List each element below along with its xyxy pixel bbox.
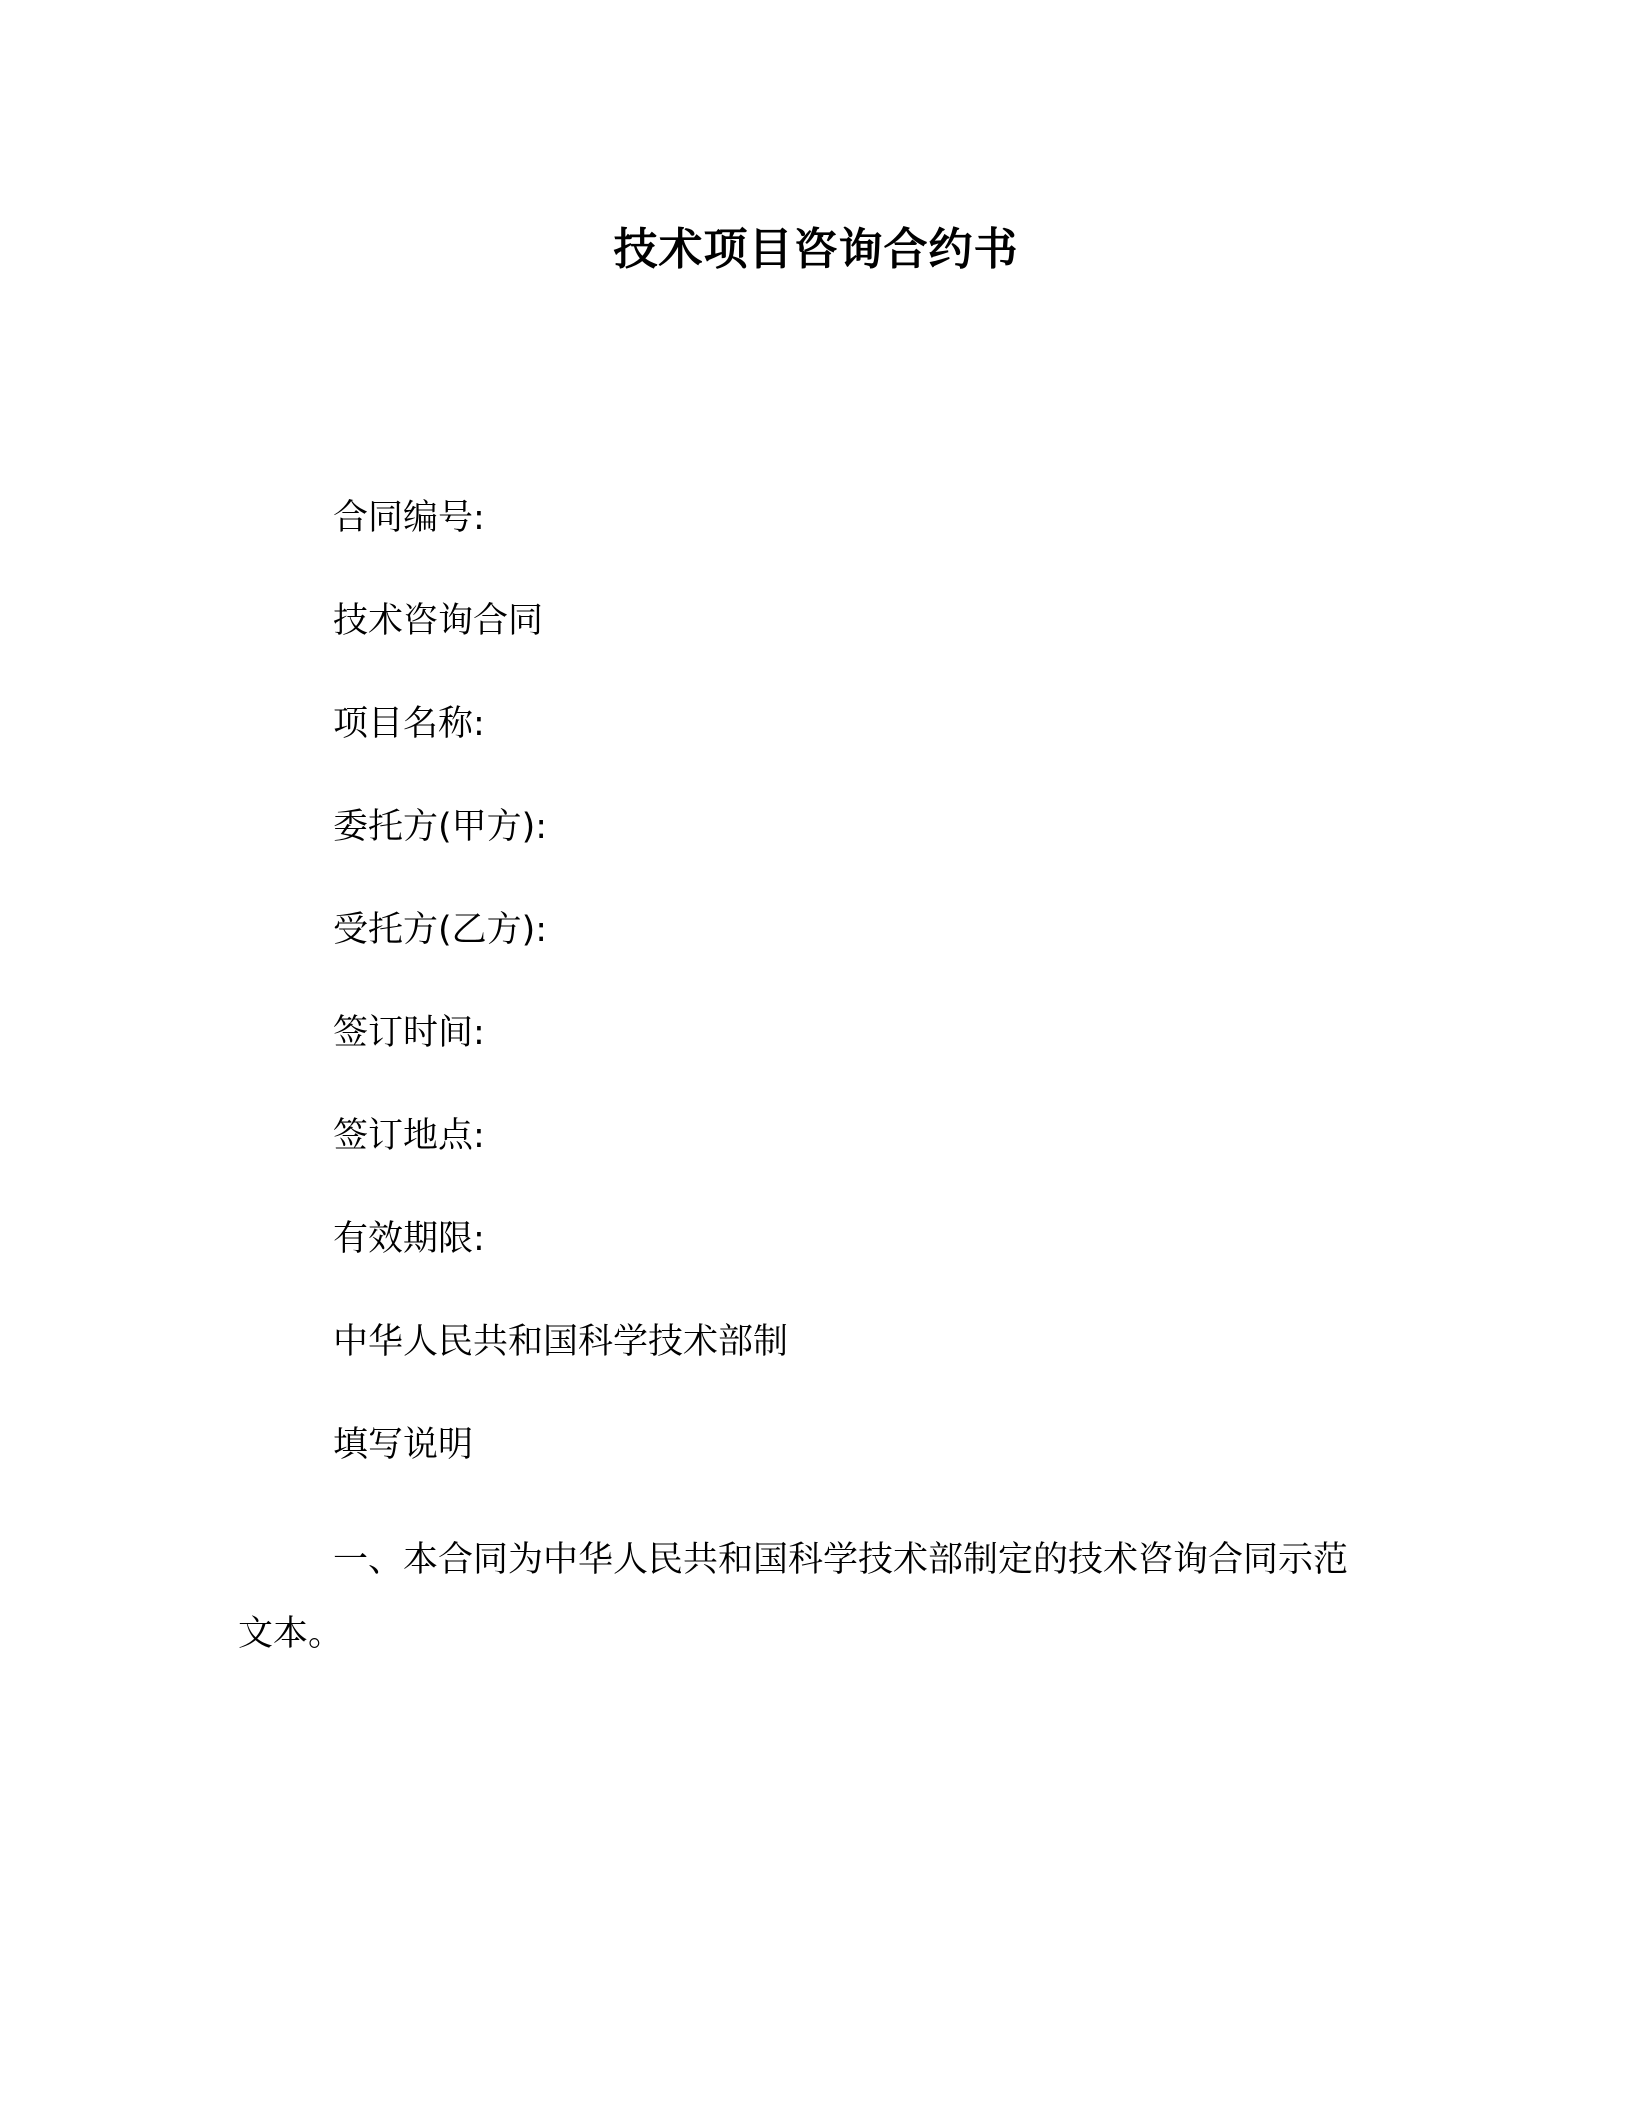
contract-number-label: 合同编号: <box>333 498 485 538</box>
signing-date-label: 签订时间: <box>333 1013 485 1053</box>
instructions-heading: 填写说明 <box>333 1425 474 1465</box>
contractor-party-b-label: 受托方(乙方): <box>333 910 548 950</box>
contract-type-label: 技术咨询合同 <box>333 601 544 641</box>
project-name-label: 项目名称: <box>333 704 485 744</box>
validity-period-label: 有效期限: <box>333 1219 485 1259</box>
signing-place-label: 签订地点: <box>333 1116 485 1156</box>
document-title: 技术项目咨询合约书 <box>613 224 1019 275</box>
instruction-paragraph-1: 一、本合同为中华人民共和国科学技术部制定的技术咨询合同示范文本。 <box>238 1540 1349 1654</box>
client-party-a-label: 委托方(甲方): <box>333 807 548 847</box>
issuer-label: 中华人民共和国科学技术部制 <box>333 1322 789 1362</box>
